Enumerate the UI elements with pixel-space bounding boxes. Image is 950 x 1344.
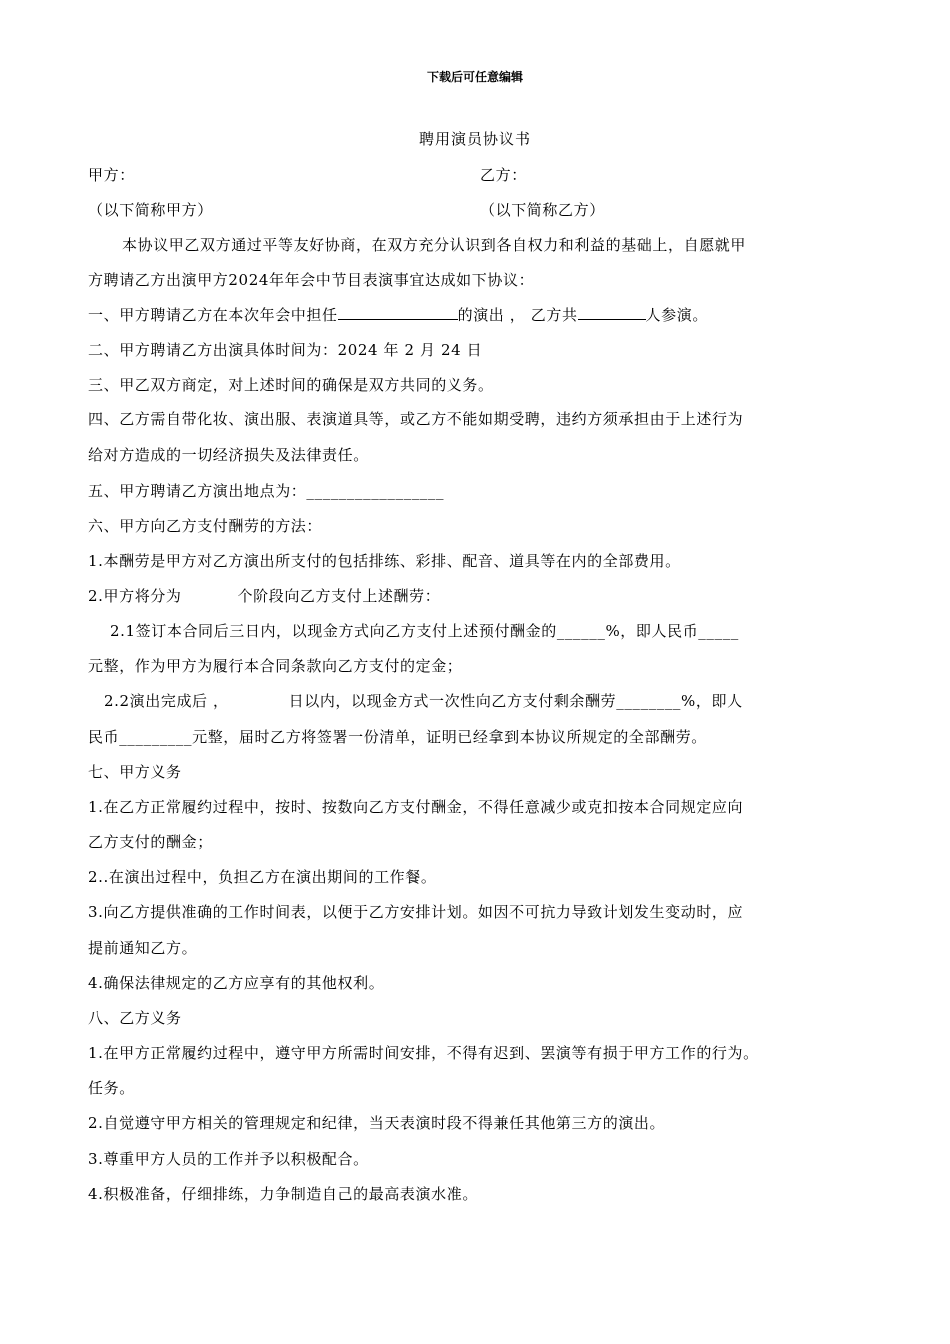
performer-count-blank [578, 305, 646, 320]
clause-8-item-1-line-2: 任务。 [88, 1079, 135, 1097]
clause-8-item-1-line-1: 1.在甲方正常履约过程中，遵守甲方所需时间安排，不得有迟到、罢演等有损于甲方工作的行为。 [88, 1044, 759, 1062]
party-b-label: 乙方： [480, 166, 527, 184]
party-b-alias: （以下简称乙方） [480, 201, 605, 219]
clause-6-item-2 [88, 585, 440, 606]
clause-8-item-4: 4.积极准备，仔细排练，力争制造自己的最高表演水准。 [88, 1185, 478, 1203]
clause-6-heading: 六、甲方向乙方支付酬劳的方法： [88, 517, 323, 535]
clause-5: 五、甲方聘请乙方演出地点为：_________________ [88, 482, 445, 500]
clause-8-item-2: 2.自觉遵守甲方相关的管理规定和纪律，当天表演时段不得兼任其他第三方的演出。 [88, 1114, 666, 1132]
clause-7-item-2: 2..在演出过程中，负担乙方在演出期间的工作餐。 [88, 868, 437, 886]
clause-6-item-2-part-1: 2.甲方将分为 [88, 587, 182, 605]
clause-1-part-1: 一、甲方聘请乙方在本次年会中担任 [88, 306, 338, 324]
intro-line-2: 方聘请乙方出演甲方2024年年会中节目表演事宜达成如下协议： [88, 271, 535, 289]
clause-1 [88, 304, 708, 325]
clause-8-item-3: 3.尊重甲方人员的工作并予以积极配合。 [88, 1150, 369, 1168]
clause-7-heading: 七、甲方义务 [88, 763, 182, 781]
clause-7-item-1-line-2: 乙方支付的酬金； [88, 833, 213, 851]
clause-6-item-2-1-line-1: 2.1签订本合同后三日内，以现金方式向乙方支付上述预付酬金的______%，即人民币_____ [110, 622, 739, 640]
role-blank [338, 305, 458, 320]
clause-6-item-2-2-line-2: 民币_________元整，届时乙方将签署一份清单，证明已经拿到本协议所规定的全部酬劳。 [88, 728, 707, 746]
clause-6-item-2-2-part-1: 2.2演出完成后 ， [104, 692, 229, 710]
clause-6-item-2-part-2: 个阶段向乙方支付上述酬劳： [237, 587, 441, 605]
clause-1-part-3: 人参演。 [645, 306, 708, 324]
clause-3: 三、甲乙双方商定，对上述时间的确保是双方共同的义务。 [88, 376, 494, 394]
clause-6-item-2-2-part-2: 日以内，以现金方式一次性向乙方支付剩余酬劳________%，即人 [288, 692, 743, 710]
clause-6-item-2-1-line-2: 元整，作为甲方为履行本合同条款向乙方支付的定金； [88, 657, 463, 675]
clause-4-line-1: 四、乙方需自带化妆、演出服、表演道具等，或乙方不能如期受聘，违约方须承担由于上述行为 [88, 410, 744, 428]
download-note: 下载后可任意编辑 [426, 70, 523, 84]
clause-7-item-3-line-1: 3.向乙方提供准确的工作时间表，以便于乙方安排计划。如因不可抗力导致计划发生变动时，应 [88, 903, 744, 921]
clause-7-item-3-line-2: 提前通知乙方。 [88, 939, 198, 957]
clause-1-part-2: 的演出 ， 乙方共 [457, 306, 578, 324]
clause-2: 二、甲方聘请乙方出演具体时间为：2024 年 2 月 24 日 [88, 341, 483, 359]
clause-7-item-4: 4.确保法律规定的乙方应享有的其他权利。 [88, 974, 385, 992]
clause-8-heading: 八、乙方义务 [88, 1009, 182, 1027]
party-a-label: 甲方： [88, 166, 135, 184]
clause-6-item-1: 1.本酬劳是甲方对乙方演出所支付的包括排练、彩排、配音、道具等在内的全部费用。 [88, 552, 681, 570]
clause-4-line-2: 给对方造成的一切经济损失及法律责任。 [88, 446, 369, 464]
clause-6-item-2-2-line-1 [104, 690, 743, 711]
intro-line-1: 本协议甲乙双方通过平等友好协商，在双方充分认识到各自权力和利益的基础上，自愿就甲 [122, 236, 747, 254]
clause-7-item-1-line-1: 1.在乙方正常履约过程中，按时、按数向乙方支付酬金，不得任意减少或克扣按本合同规定应向 [88, 798, 744, 816]
document-title: 聘用演员协议书 [418, 130, 531, 148]
party-a-alias: （以下简称甲方） [88, 201, 213, 219]
